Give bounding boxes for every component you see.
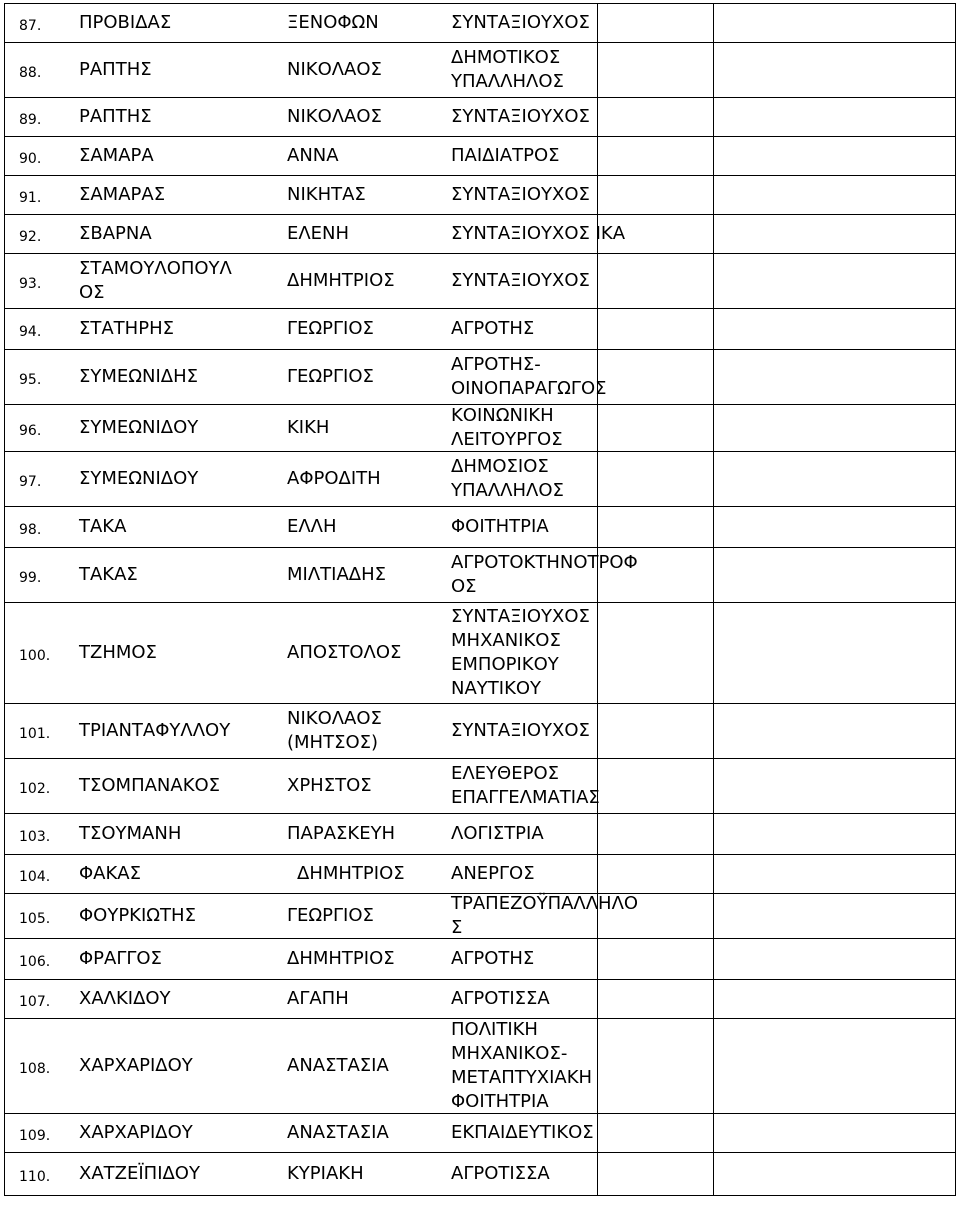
empty-cell: [598, 176, 714, 215]
empty-cell: [598, 855, 714, 894]
empty-cell: [598, 254, 714, 309]
surname-text: ΣΥΜΕΩΝΙΔΟΥ: [79, 468, 199, 489]
surname-text: ΣΤΑΜΟΥΛΟΠΟΥΛ: [79, 258, 232, 279]
first-name-text: ΔΗΜΗΤΡΙΟΣ: [287, 948, 395, 969]
row-number: 109.: [19, 1128, 51, 1144]
row-main-cell: [5, 980, 598, 1019]
row-number: 101.: [19, 726, 51, 742]
occupation-text: ΔΗΜΟΤΙΚΟΣ: [451, 47, 561, 68]
occupation-text: ΚΟΙΝΩΝΙΚΗ: [451, 405, 554, 426]
occupation-text: ΥΠΑΛΛΗΛΟΣ: [451, 71, 564, 92]
surname-text: ΣΥΜΕΩΝΙΔΟΥ: [79, 417, 199, 438]
first-name-text: ΔΗΜΗΤΡΙΟΣ: [297, 863, 405, 884]
occupation-text: ΟΙΝΟΠΑΡΑΓΩΓΟΣ: [451, 378, 607, 399]
row-number: 95.: [19, 372, 42, 388]
row-main-cell: [5, 1019, 598, 1114]
surname-text: ΠΡΟΒΙΔΑΣ: [79, 12, 172, 33]
first-name-text: ΝΙΚΟΛΑΟΣ: [287, 106, 382, 127]
empty-cell: [598, 603, 714, 704]
occupation-text: ΣΥΝΤΑΞΙΟΥΧΟΣ: [451, 106, 590, 127]
empty-cell: [598, 405, 714, 452]
occupation-text: ΔΗΜΟΣΙΟΣ: [451, 456, 549, 477]
first-name-text: ΠΑΡΑΣΚΕΥΗ: [287, 823, 396, 844]
table-row: [5, 939, 956, 980]
empty-cell: [714, 507, 956, 548]
row-number: 91.: [19, 190, 42, 206]
row-number: 89.: [19, 112, 42, 128]
table-row: [5, 548, 956, 603]
row-main-cell: [5, 939, 598, 980]
surname-text: ΡΑΠΤΗΣ: [79, 106, 152, 127]
row-number: 98.: [19, 522, 42, 538]
row-main-cell: [5, 1153, 598, 1196]
table-row: [5, 759, 956, 814]
row-main-cell: [5, 704, 598, 759]
empty-cell: [714, 548, 956, 603]
occupation-text: ΑΓΡΟΤΗΣ: [451, 948, 535, 969]
empty-cell: [714, 43, 956, 98]
row-number: 88.: [19, 65, 42, 81]
first-name-text: ΝΙΚΟΛΑΟΣ: [287, 708, 382, 729]
empty-cell: [714, 980, 956, 1019]
occupation-text: ΑΝΕΡΓΟΣ: [451, 863, 535, 884]
table-row: [5, 43, 956, 98]
empty-cell: [598, 1153, 714, 1196]
first-name-text: ΑΝΝΑ: [287, 145, 339, 166]
row-main-cell: [5, 507, 598, 548]
row-number: 110.: [19, 1169, 51, 1185]
table-row: [5, 1019, 956, 1114]
row-number: 107.: [19, 994, 51, 1010]
first-name-text: ΓΕΩΡΓΙΟΣ: [287, 366, 374, 387]
surname-text: ΦΟΥΡΚΙΩΤΗΣ: [79, 905, 196, 926]
empty-cell: [714, 405, 956, 452]
occupation-text: ΣΥΝΤΑΞΙΟΥΧΟΣ: [451, 12, 590, 33]
surname-text: ΤΑΚΑ: [79, 516, 127, 537]
occupation-text: ΑΓΡΟΤΗΣ-: [451, 354, 541, 375]
occupation-text: Σ: [451, 917, 463, 938]
surname-text: ΟΣ: [79, 282, 105, 303]
first-name-text: ΓΕΩΡΓΙΟΣ: [287, 318, 374, 339]
row-main-cell: [5, 603, 598, 704]
surname-text: ΤΑΚΑΣ: [79, 564, 138, 585]
surname-text: ΤΡΙΑΝΤΑΦΥΛΛΟΥ: [79, 720, 231, 741]
row-number: 93.: [19, 276, 42, 292]
table-row: [5, 894, 956, 939]
empty-cell: [598, 1114, 714, 1153]
empty-cell: [714, 814, 956, 855]
occupation-text: ΤΡΑΠΕΖΟΫΠΑΛΛΗΛΟ: [451, 893, 639, 914]
surname-text: ΧΑΡΧΑΡΙΔΟΥ: [79, 1122, 193, 1143]
empty-cell: [714, 603, 956, 704]
first-name-text: (ΜΗΤΣΟΣ): [287, 732, 379, 753]
surname-text: ΧΑΛΚΙΔΟΥ: [79, 988, 171, 1009]
row-number: 106.: [19, 954, 51, 970]
first-name-text: ΚΙΚΗ: [287, 417, 330, 438]
occupation-text: ΠΑΙΔΙΑΤΡΟΣ: [451, 145, 560, 166]
surname-text: ΣΤΑΤΗΡΗΣ: [79, 318, 174, 339]
row-main-cell: [5, 176, 598, 215]
first-name-text: ΔΗΜΗΤΡΙΟΣ: [287, 270, 395, 291]
table-row: [5, 405, 956, 452]
surname-text: ΤΖΗΜΟΣ: [79, 642, 157, 663]
occupation-text: ΕΜΠΟΡΙΚΟΥ: [451, 654, 559, 675]
first-name-text: ΑΠΟΣΤΟΛΟΣ: [287, 642, 402, 663]
empty-cell: [598, 507, 714, 548]
table-row: [5, 980, 956, 1019]
empty-cell: [714, 939, 956, 980]
row-number: 97.: [19, 474, 42, 490]
empty-cell: [714, 4, 956, 43]
row-number: 103.: [19, 829, 51, 845]
occupation-text: ΛΟΓΙΣΤΡΙΑ: [451, 823, 544, 844]
table-row: [5, 1114, 956, 1153]
empty-cell: [598, 43, 714, 98]
row-main-cell: [5, 452, 598, 507]
table-row: [5, 704, 956, 759]
empty-cell: [714, 894, 956, 939]
surname-text: ΦΡΑΓΓΟΣ: [79, 948, 162, 969]
empty-cell: [598, 98, 714, 137]
occupation-text: ΛΕΙΤΟΥΡΓΟΣ: [451, 429, 563, 450]
first-name-text: ΑΓΑΠΗ: [287, 988, 349, 1009]
occupation-text: ΕΛΕΥΘΕΡΟΣ: [451, 763, 559, 784]
empty-cell: [598, 452, 714, 507]
surname-text: ΧΑΤΖΕΪΠΙΔΟΥ: [79, 1163, 200, 1184]
members-table-body: [5, 4, 956, 1196]
first-name-text: ΕΛΛΗ: [287, 516, 337, 537]
occupation-text: ΑΓΡΟΤΟΚΤΗΝΟΤΡΟΦ: [451, 552, 638, 573]
row-main-cell: [5, 1114, 598, 1153]
empty-cell: [714, 98, 956, 137]
row-main-cell: [5, 759, 598, 814]
empty-cell: [598, 980, 714, 1019]
empty-cell: [714, 452, 956, 507]
table-row: [5, 814, 956, 855]
row-number: 104.: [19, 869, 51, 885]
first-name-text: ΞΕΝΟΦΩΝ: [287, 12, 379, 33]
table-row: [5, 855, 956, 894]
row-number: 100.: [19, 648, 51, 664]
table-row: [5, 98, 956, 137]
first-name-text: ΑΝΑΣΤΑΣΙΑ: [287, 1122, 389, 1143]
row-main-cell: [5, 254, 598, 309]
occupation-text: ΜΕΤΑΠΤΥΧΙΑΚΗ: [451, 1067, 593, 1088]
row-main-cell: [5, 814, 598, 855]
empty-cell: [598, 137, 714, 176]
row-main-cell: [5, 855, 598, 894]
empty-cell: [714, 1114, 956, 1153]
empty-cell: [714, 254, 956, 309]
occupation-text: ΦΟΙΤΗΤΡΙΑ: [451, 516, 549, 537]
row-number: 105.: [19, 911, 51, 927]
table-row: [5, 1153, 956, 1196]
occupation-text: ΝΑΥΤΙΚΟΥ: [451, 678, 542, 699]
table-row: [5, 137, 956, 176]
first-name-text: ΝΙΚΗΤΑΣ: [287, 184, 366, 205]
row-main-cell: [5, 893, 639, 939]
row-main-cell: [5, 309, 598, 350]
empty-cell: [598, 1019, 714, 1114]
row-main-cell: [5, 215, 626, 254]
empty-cell: [598, 704, 714, 759]
row-number: 90.: [19, 151, 42, 167]
empty-cell: [598, 350, 714, 405]
occupation-text: ΠΟΛΙΤΙΚΗ: [451, 1019, 538, 1040]
occupation-text: ΜΗΧΑΝΙΚΟΣ-: [451, 1043, 568, 1064]
empty-cell: [598, 814, 714, 855]
row-main-cell: [5, 43, 598, 98]
empty-cell: [598, 759, 714, 814]
occupation-text: ΣΥΝΤΑΞΙΟΥΧΟΣ ΙΚΑ: [451, 223, 626, 244]
occupation-text: ΕΠΑΓΓΕΛΜΑΤΙΑΣ: [451, 787, 600, 808]
row-number: 102.: [19, 781, 51, 797]
first-name-text: ΕΛΕΝΗ: [287, 223, 350, 244]
table-row: [5, 507, 956, 548]
empty-cell: [598, 939, 714, 980]
occupation-text: ΣΥΝΤΑΞΙΟΥΧΟΣ: [451, 606, 590, 627]
occupation-text: ΥΠΑΛΛΗΛΟΣ: [451, 480, 564, 501]
empty-cell: [714, 137, 956, 176]
row-number: 99.: [19, 570, 42, 586]
row-main-cell: [5, 350, 607, 405]
surname-text: ΡΑΠΤΗΣ: [79, 59, 152, 80]
empty-cell: [714, 176, 956, 215]
row-number: 96.: [19, 423, 42, 439]
occupation-text: ΑΓΡΟΤΗΣ: [451, 318, 535, 339]
empty-cell: [714, 350, 956, 405]
row-main-cell: [5, 405, 598, 452]
first-name-text: ΜΙΛΤΙΑΔΗΣ: [287, 564, 386, 585]
row-number: 92.: [19, 229, 42, 245]
row-number: 94.: [19, 324, 42, 340]
empty-cell: [714, 1153, 956, 1196]
row-main-cell: [5, 4, 598, 43]
table-row: [5, 176, 956, 215]
empty-cell: [714, 704, 956, 759]
occupation-text: ΣΥΝΤΑΞΙΟΥΧΟΣ: [451, 184, 590, 205]
first-name-text: ΧΡΗΣΤΟΣ: [287, 775, 372, 796]
table-row: [5, 309, 956, 350]
row-main-cell: [5, 137, 598, 176]
surname-text: ΣΒΑΡΝΑ: [79, 223, 152, 244]
first-name-text: ΓΕΩΡΓΙΟΣ: [287, 905, 374, 926]
table-row: [5, 215, 956, 254]
empty-cell: [714, 855, 956, 894]
surname-text: ΣΑΜΑΡΑ: [79, 145, 154, 166]
first-name-text: ΑΦΡΟΔΙΤΗ: [287, 468, 381, 489]
empty-cell: [714, 1019, 956, 1114]
surname-text: ΤΣΟΥΜΑΝΗ: [79, 823, 182, 844]
surname-text: ΤΣΟΜΠΑΝΑΚΟΣ: [79, 775, 221, 796]
surname-text: ΧΑΡΧΑΡΙΔΟΥ: [79, 1055, 193, 1076]
occupation-text: ΕΚΠΑΙΔΕΥΤΙΚΟΣ: [451, 1122, 594, 1143]
table-row: [5, 254, 956, 309]
occupation-text: ΣΥΝΤΑΞΙΟΥΧΟΣ: [451, 720, 590, 741]
table-row: [5, 350, 956, 405]
surname-text: ΦΑΚΑΣ: [79, 863, 141, 884]
occupation-text: ΑΓΡΟΤΙΣΣΑ: [451, 1163, 550, 1184]
first-name-text: ΝΙΚΟΛΑΟΣ: [287, 59, 382, 80]
occupation-text: ΜΗΧΑΝΙΚΟΣ: [451, 630, 561, 651]
row-main-cell: [5, 548, 638, 603]
empty-cell: [598, 309, 714, 350]
empty-cell: [598, 4, 714, 43]
first-name-text: ΑΝΑΣΤΑΣΙΑ: [287, 1055, 389, 1076]
table-row: [5, 452, 956, 507]
row-number: 108.: [19, 1061, 51, 1077]
occupation-text: ΣΥΝΤΑΞΙΟΥΧΟΣ: [451, 270, 590, 291]
row-number: 87.: [19, 18, 42, 34]
empty-cell: [714, 759, 956, 814]
occupation-text: ΑΓΡΟΤΙΣΣΑ: [451, 988, 550, 1009]
table-row: [5, 603, 956, 704]
row-main-cell: [5, 98, 598, 137]
empty-cell: [714, 215, 956, 254]
occupation-text: ΦΟΙΤΗΤΡΙΑ: [451, 1091, 549, 1112]
first-name-text: ΚΥΡΙΑΚΗ: [287, 1163, 364, 1184]
surname-text: ΣΥΜΕΩΝΙΔΗΣ: [79, 366, 199, 387]
members-table: [4, 3, 956, 1196]
occupation-text: ΟΣ: [451, 576, 477, 597]
empty-cell: [714, 309, 956, 350]
surname-text: ΣΑΜΑΡΑΣ: [79, 184, 166, 205]
table-row: [5, 4, 956, 43]
